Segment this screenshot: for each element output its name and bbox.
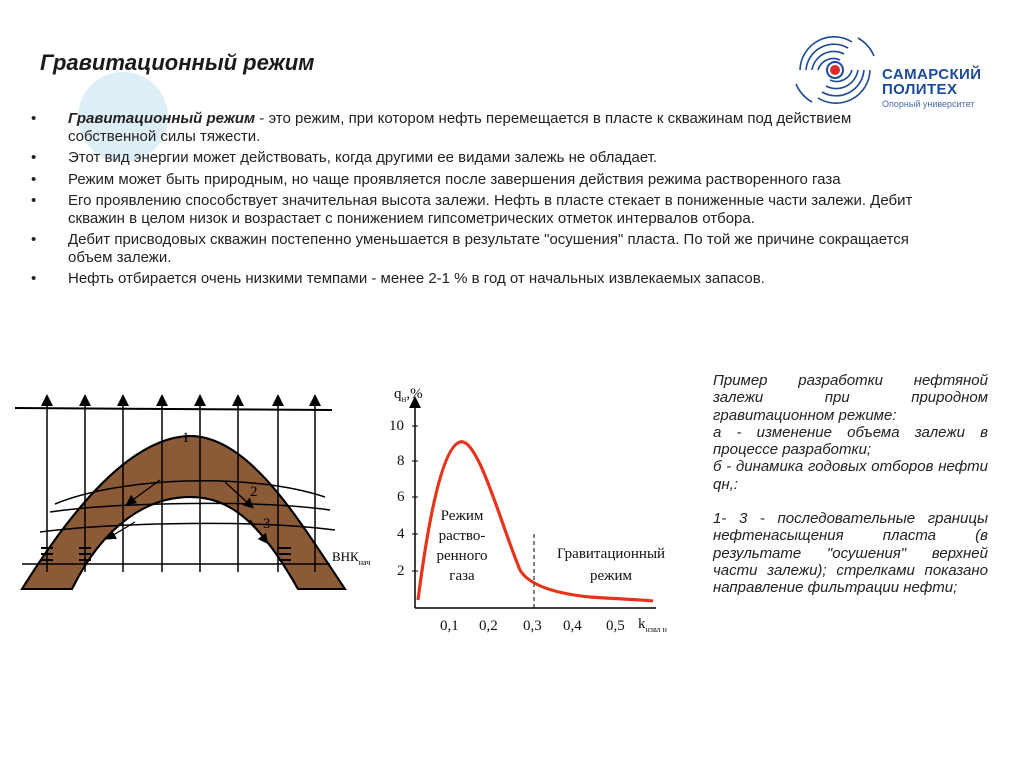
bullet-item: • Нефть отбирается очень низкими темпами - менее 2-1 % в год от начальных извлекаемых запасов. (28, 270, 928, 288)
logo-name-line1: САМАРСКИЙ (882, 66, 982, 83)
boundary-label-3: 3 (263, 516, 271, 532)
wok-label-sub: нач (358, 558, 371, 567)
zone-label-line: газа (449, 568, 475, 584)
boundary-label-1: 1 (182, 430, 190, 446)
logo-subtitle: Опорный университет (882, 99, 975, 109)
x-tick-label: 0,3 (523, 618, 542, 634)
x-tick-label: 0,1 (440, 618, 459, 634)
y-axis-label-sub: н (401, 394, 407, 404)
x-axis-label-main: k (638, 616, 646, 632)
y-tick-label: 2 (397, 563, 405, 579)
y-tick-label: 8 (397, 453, 405, 469)
university-logo (792, 30, 992, 110)
y-axis-label-unit: ,% (406, 386, 423, 402)
caption-gap (713, 493, 988, 510)
zone-label-line: Режим (440, 508, 484, 524)
caption-line: 1- 3 - последовательные границы нефтенасыщения пласта (в результате "осушения" верхней части залежи); стрелками показано направление фильтрации нефти; (713, 510, 988, 597)
x-tick-label: 0,5 (606, 618, 625, 634)
zone-label-line: ренного (436, 548, 488, 564)
logo-name-line2: ПОЛИТЕХ (882, 81, 958, 98)
y-axis-label (394, 386, 423, 404)
bullet-item (28, 110, 928, 145)
bullet-text: - это режим, при котором нефть перемещается в пласте к скважинам под действием собственной силы тяжести. (68, 110, 852, 145)
logo-emblem-icon (792, 30, 882, 110)
bullet-term: Гравитационный режим (68, 110, 256, 127)
bullet-item: • Дебит присводовых скважин постепенно уменьшается в результате "осушения" пласта. По той же причине сокращается объем залежи. (28, 231, 928, 266)
y-tick-label: 10 (389, 418, 404, 434)
caption-line: а - изменение объема залежи в процессе разработки; (713, 423, 988, 459)
oil-zone (22, 436, 345, 589)
bullet-item: • Его проявлению способствует значительная высота залежи. Нефть в пласте стекает в пониженные части залежи. Дебит скважин в целом низок и возрастает с понижением гипсометрических отметок интервалов отбора. (28, 192, 928, 227)
y-tick-label: 6 (397, 489, 405, 505)
x-axis-label (638, 616, 668, 634)
caption-line: Пример разработки нефтяной залежи при природном гравитационном режиме: (713, 372, 988, 424)
zone-label-line: режим (589, 568, 633, 584)
surface-line (15, 408, 332, 410)
bullet-item: • Режим может быть природным, но чаще проявляется после завершения действия режима растворенного газа (28, 171, 928, 189)
y-axis-label-main: q (394, 386, 402, 402)
production-chart (360, 372, 700, 642)
bullet-item: • Этот вид энергии может действовать, когда другими ее видами залежь не обладает. (28, 149, 928, 167)
y-tick-label: 4 (397, 526, 405, 542)
boundary-label-2: 2 (250, 484, 258, 500)
reservoir-diagram (10, 372, 371, 602)
bullet-list (28, 110, 928, 292)
page-title: Гравитационный режим (40, 50, 315, 75)
x-axis-label-sub: нзвл н (645, 625, 667, 634)
x-tick-label: 0,4 (563, 618, 582, 634)
zone-label-line: раство- (438, 528, 486, 544)
x-tick-label: 0,2 (479, 618, 498, 634)
zone-label-line: Гравитационный (556, 546, 666, 562)
caption-line: б - динамика годовых отборов нефти qн,: (713, 458, 988, 493)
figure-caption (713, 372, 988, 597)
wok-label-main: ВНК (332, 549, 359, 564)
